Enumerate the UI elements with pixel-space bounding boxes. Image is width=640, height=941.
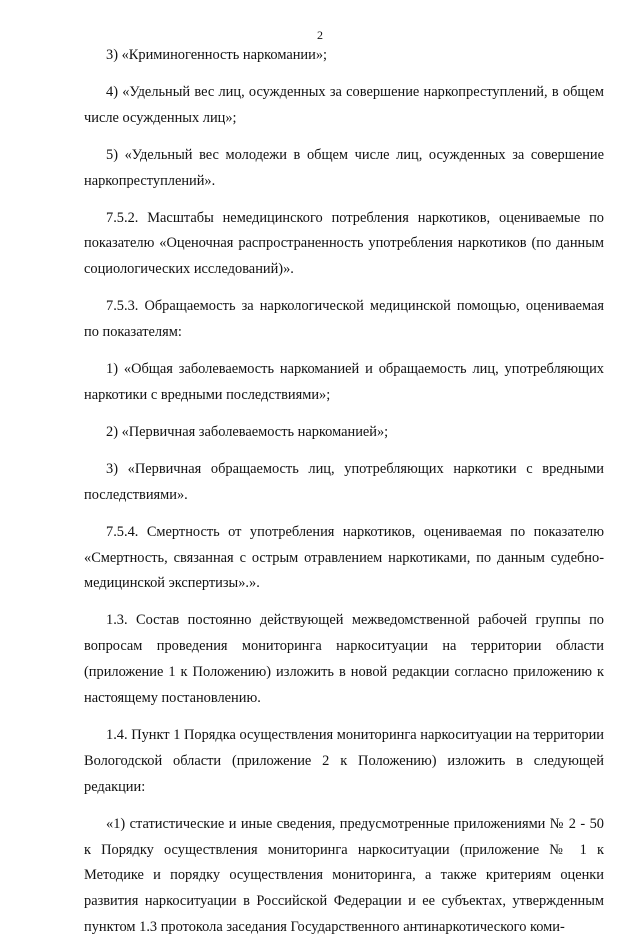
paragraph-7-5-2: 7.5.2. Масштабы немедицинского потребления наркотиков, оцениваемые по показателю «Оценочная распространенность употребления наркотиков (по данным социологических исследований)».: [84, 209, 604, 278]
paragraph-7-5-3: 7.5.3. Обращаемость за наркологической медицинской помощью, оцениваемая по показателям:: [84, 298, 604, 341]
page-number: 2: [317, 28, 323, 42]
document-body: [84, 43, 604, 941]
paragraph-item-4: 4) «Удельный вес лиц, осужденных за совершение наркопреступлений, в общем числе осужденных лиц»;: [84, 83, 604, 126]
paragraph-7-5-4: 7.5.4. Смертность от употребления наркотиков, оцениваемая по показателю «Смертность, связанная с острым отравлением наркотиками, по данным судебно-медицинской экспертизы».».: [84, 523, 604, 592]
paragraph-1-4: 1.4. Пункт 1 Порядка осуществления мониторинга наркоситуации на территории Вологодской области (приложение 2 к Положению) изложить в следующей редакции:: [84, 726, 604, 795]
paragraph-indicator-3: 3) «Первичная обращаемость лиц, употребляющих наркотики с вредными последствиями».: [84, 460, 604, 503]
paragraph-item-5: 5) «Удельный вес молодежи в общем числе лиц, осужденных за совершение наркопреступлений».: [84, 146, 604, 189]
paragraph-quote-1: «1) статистические и иные сведения, предусмотренные приложениями № 2 - 50 к Порядку осуществления мониторинга наркоситуации (приложение № 1 к Методике и порядку осуществления мониторинга, а также критериям оценки развития наркоситуации в Российской Федерации и ее субъектах, утвержденным пунктом 1.3 протокола заседания Государственного антинаркотического коми-: [84, 815, 604, 936]
paragraph-indicator-1: 1) «Общая заболеваемость наркоманией и обращаемость лиц, употребляющих наркотики с вредными последствиями»;: [84, 361, 604, 403]
paragraph-item-3: 3) «Криминогенность наркомании»;: [106, 47, 328, 63]
paragraph-1-3: 1.3. Состав постоянно действующей межведомственной рабочей группы по вопросам проведения мониторинга наркоситуации на территории области (приложение 1 к Положению) изложить в новой редакции согласно приложению к настоящему постановлению.: [84, 612, 604, 707]
paragraph-indicator-2: 2) «Первичная заболеваемость наркоманией»;: [106, 423, 389, 440]
